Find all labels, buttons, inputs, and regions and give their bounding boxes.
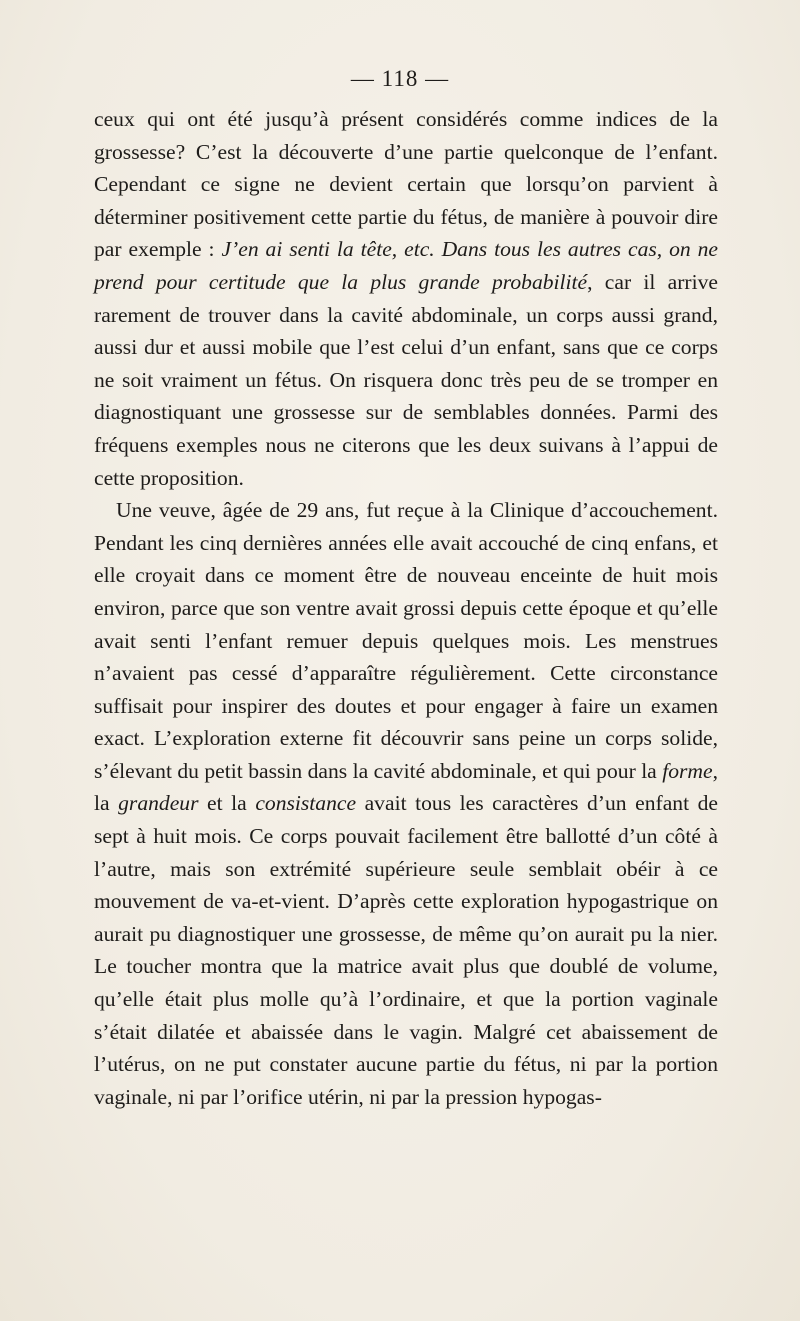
text-segment: , la — [94, 758, 718, 816]
paragraph-1 — [94, 103, 718, 494]
paragraph-2 — [94, 494, 718, 1113]
italic-segment: forme — [662, 758, 713, 783]
text-segment: avait tous les caractères d’un enfant de sept à huit mois. Ce corps pouvait facilement être ballotté d’un côté à l’autre, mais son extrémité supérieure seule semblait obéir à ce mouvement de va-et-vient. D’après cette exploration hypogastrique on aurait pu diagnostiquer une grossesse, de même qu’on aurait pu la nier. Le toucher montra que la matrice avait plus que doublé de volume, qu’elle était plus molle qu’à l’ordinaire, et que la portion vaginale s’était dilatée et abaissée dans le vagin. Malgré cet abaissement de l’utérus, on ne put constater aucune partie du fétus, ni par la portion vaginale, ni par l’orifice utérin, ni par la pression hypogas- — [94, 791, 718, 1109]
page-number: — 118 — — [350, 66, 450, 91]
italic-segment: J’en ai senti la tête, etc. Dans tous les autres cas, on ne prend pour certitude que la plus grande probabilité — [94, 237, 718, 294]
text-segment: et la — [198, 791, 256, 816]
italic-segment: grandeur — [118, 791, 199, 816]
text-segment: Une veuve, âgée de 29 ans, fut reçue à la Clinique d’accouchement. Pendant les cinq dernières années elle avait accouché de cinq enfans, et elle croyait dans ce moment être de nouveau enceinte de huit mois environ, parce que son ventre avait grossi depuis cette époque et qu’elle avait senti l’enfant remuer depuis quelques mois. Les menstrues n’avaient pas cessé d’apparaître régulièrement. Cette circonstance suffisait pour inspirer des doutes et pour engager à faire un examen exact. L’exploration externe fit découvrir sans peine un corps solide, s’élevant du petit bassin dans la cavité abdominale, et qui pour la — [94, 498, 718, 783]
text-segment: ceux qui ont été jusqu’à présent considérés comme indices de la grossesse? C’est la découverte d’une partie quelconque de l’enfant. Cependant ce signe ne devient certain que lorsqu’on parvient à déterminer positivement cette partie du fétus, de manière à pouvoir dire par exemple : — [94, 107, 718, 262]
text-segment: , car il arrive rarement de trouver dans la cavité abdominale, un corps aussi grand, aussi dur et aussi mobile que l’est celui d’un enfant, sans que ce corps ne soit vraiment un fétus. On risquera donc très peu de se tromper en diagnostiquant une grossesse sur de semblables données. Parmi des fréquens exemples nous ne citerons que les deux suivans à l’appui de cette proposition. — [94, 269, 718, 490]
italic-segment: consistance — [255, 791, 357, 816]
body-text — [94, 103, 718, 1113]
